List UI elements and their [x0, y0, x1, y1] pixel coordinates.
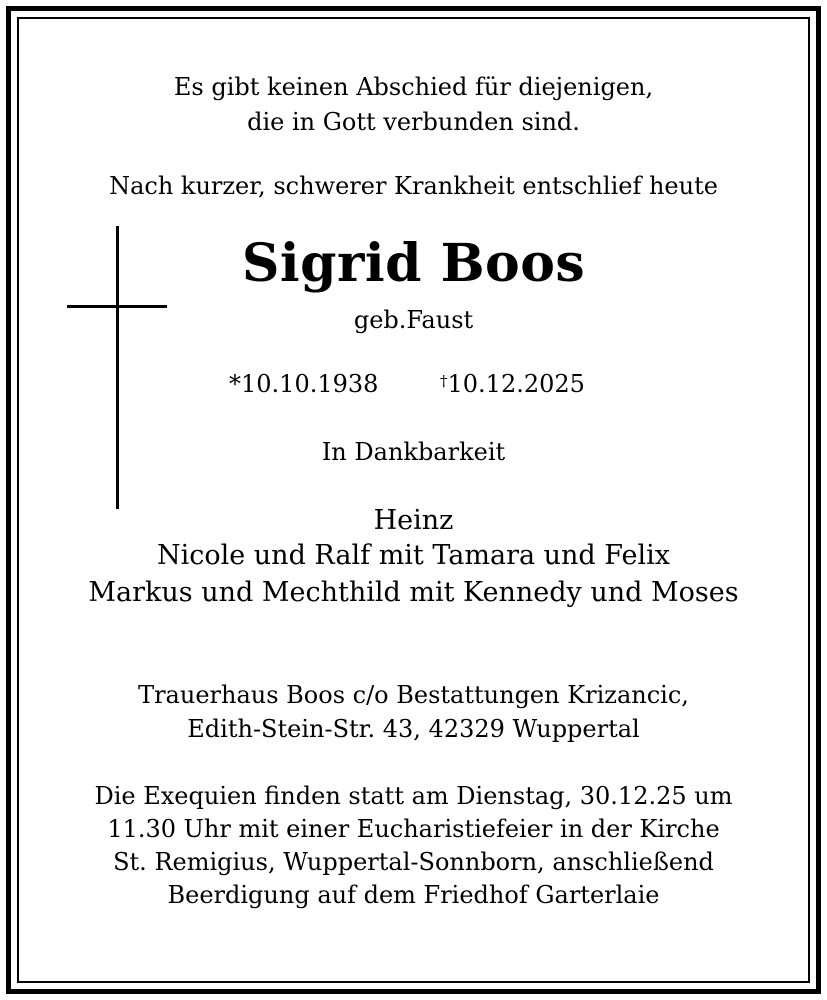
funeral-line-2: 11.30 Uhr mit einer Eucharistiefeier in der Kirche — [107, 815, 720, 843]
quote-line-1: Es gibt keinen Abschied für diejenigen, — [173, 73, 654, 101]
announcement-text: Nach kurzer, schwerer Krankheit entschlief heute — [109, 172, 718, 200]
birth-date: *10.10.1938 — [229, 370, 379, 398]
deceased-name: Sigrid Boos — [241, 233, 586, 294]
funeral-line-4: Beerdigung auf dem Friedhof Garterlaie — [167, 881, 660, 909]
death-date-group — [440, 372, 585, 396]
family-line-3: Markus und Mechthild mit Kennedy und Moses — [88, 577, 739, 608]
death-date: 10.12.2025 — [447, 370, 585, 398]
quote-line-2: die in Gott verbunden sind. — [247, 108, 580, 136]
dagger-icon: † — [440, 372, 448, 390]
funeral-line-3: St. Remigius, Wuppertal-Sonnborn, anschließend — [113, 848, 714, 876]
family-line-2: Nicole und Ralf mit Tamara und Felix — [156, 540, 671, 571]
family-line-1: Heinz — [373, 505, 454, 536]
address-line-1: Trauerhaus Boos c/o Bestattungen Krizancic, — [138, 681, 689, 709]
address-line-2: Edith-Stein-Str. 43, 42329 Wuppertal — [187, 715, 640, 743]
gratitude-text: In Dankbarkeit — [321, 438, 506, 466]
funeral-line-1: Die Exequien finden statt am Dienstag, 30.12.25 um — [94, 782, 733, 810]
maiden-name: geb.Faust — [353, 306, 474, 334]
